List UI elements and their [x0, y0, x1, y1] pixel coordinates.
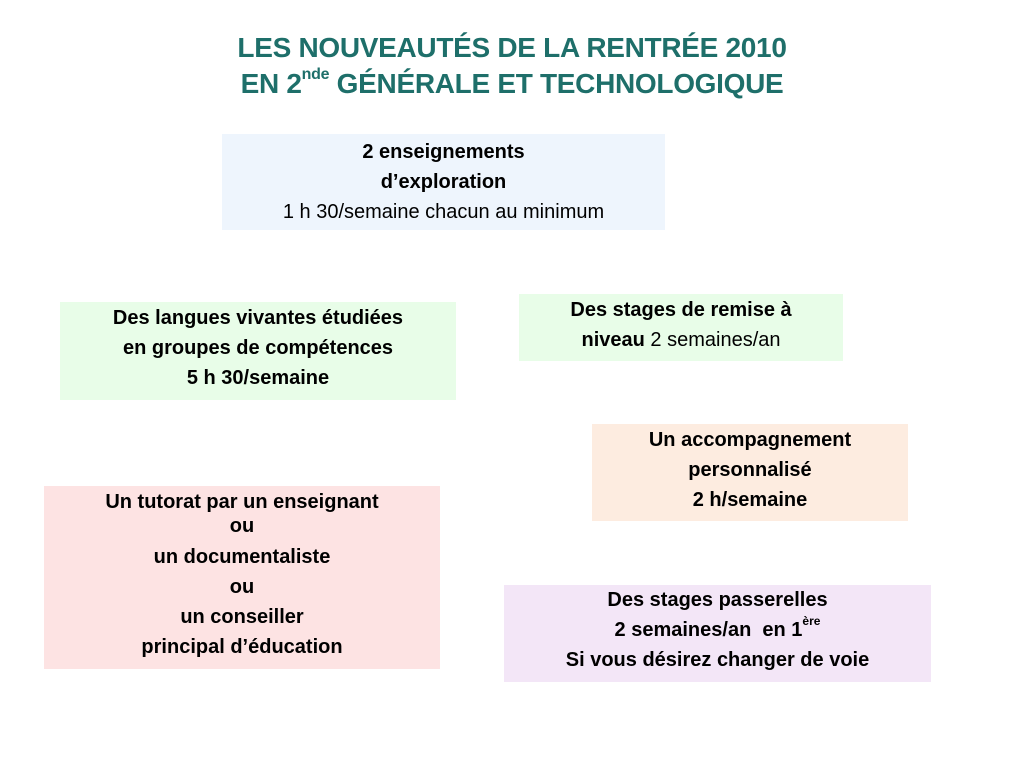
langues-box: [60, 302, 456, 400]
accompagnement-box: [592, 424, 908, 521]
passerelles-box: [504, 585, 931, 682]
stages-remise-box: [519, 294, 843, 361]
tutorat-line-2: ou: [229, 515, 255, 537]
exploration-line-1: 2 enseignements: [362, 141, 525, 163]
langues-line-1: Des langues vivantes étudiées: [112, 307, 404, 329]
page-title: [0, 30, 1024, 102]
exploration-line-2: d’exploration: [380, 171, 507, 193]
exploration-line-3: 1 h 30/semaine chacun au minimum: [282, 201, 605, 223]
title-superscript: nde: [301, 65, 330, 83]
title-line-1: LES NOUVEAUTÉS DE LA RENTRÉE 2010: [237, 32, 787, 63]
title-line-2-suffix: GÉNÉRALE ET TECHNOLOGIQUE: [329, 68, 784, 99]
stages-remise-normal: 2 semaines/an: [644, 329, 781, 351]
tutorat-line-4: ou: [229, 576, 255, 598]
tutorat-line-5: un conseiller: [180, 606, 304, 628]
stages-remise-bold: niveau: [581, 329, 645, 351]
title-line-2-prefix: EN 2: [240, 68, 302, 99]
passerelles-line-3: Si vous désirez changer de voie: [565, 649, 870, 671]
langues-line-2: en groupes de compétences: [122, 337, 394, 359]
tutorat-line-3: un documentaliste: [153, 546, 331, 568]
accompagnement-line-1: Un accompagnement: [648, 429, 852, 451]
tutorat-line-6: principal d’éducation: [141, 636, 343, 658]
accompagnement-line-3: 2 h/semaine: [692, 489, 808, 511]
exploration-box: [222, 134, 665, 230]
passerelles-line-2-prefix: 2 semaines/an en 1: [614, 619, 803, 641]
passerelles-line-1: Des stages passerelles: [607, 589, 828, 611]
tutorat-box: [44, 486, 440, 669]
stages-remise-line-2: [519, 325, 843, 355]
stages-remise-line-1: Des stages de remise à: [570, 299, 792, 321]
accompagnement-line-2: personnalisé: [688, 459, 812, 481]
passerelles-line-2: [504, 615, 931, 645]
langues-line-3: 5 h 30/semaine: [186, 367, 330, 389]
passerelles-superscript: ère: [802, 614, 821, 629]
tutorat-line-1: Un tutorat par un enseignant: [105, 491, 379, 513]
title-line-2: [0, 66, 1024, 102]
